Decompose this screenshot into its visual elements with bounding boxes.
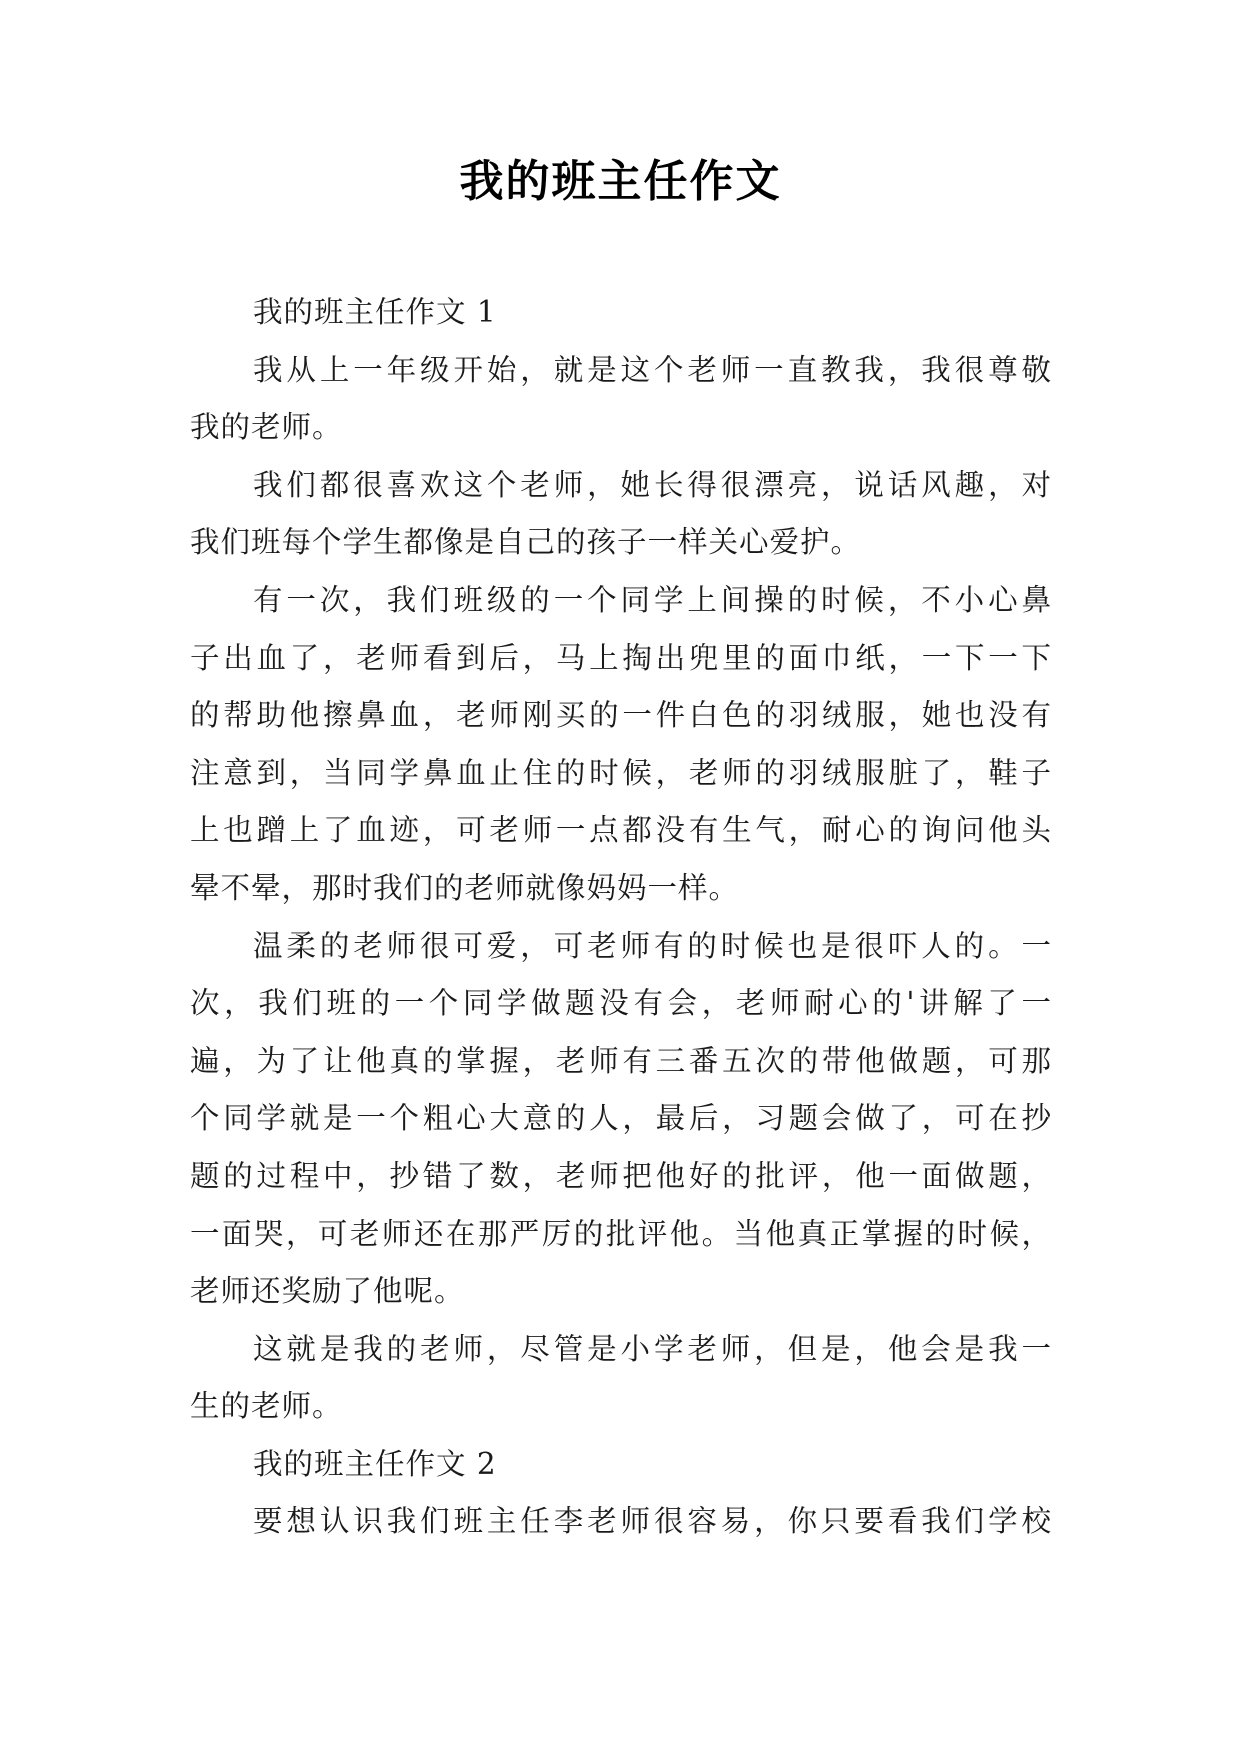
text-line: 我的班主任作文 2: [253, 1446, 497, 1481]
text-line: 子出血了，老师看到后，马上掏出兜里的面巾纸，一下一下: [190, 640, 1052, 675]
document-title: 我的班主任作文: [459, 156, 782, 207]
text-line: 我们班每个学生都像是自己的孩子一样关心爱护。: [190, 525, 862, 560]
text-line: 我的老师。: [190, 410, 343, 445]
text-line: 一面哭，可老师还在那严厉的批评他。当他真正掌握的时候，: [190, 1216, 1052, 1251]
text-line: 我们都很喜欢这个老师，她长得很漂亮，说话风趣，对: [253, 467, 1052, 502]
text-line: 有一次，我们班级的一个同学上间操的时候，不小心鼻: [253, 582, 1052, 617]
text-line: 上也蹭上了血迹，可老师一点都没有生气，耐心的询问他头: [190, 813, 1052, 848]
text-line: 题的过程中，抄错了数，老师把他好的批评，他一面做题，: [190, 1158, 1052, 1193]
text-line: 晕不晕，那时我们的老师就像妈妈一样。: [190, 870, 740, 905]
text-line: 我的班主任作文 1: [253, 295, 497, 329]
text-line: 次，我们班的一个同学做题没有会，老师耐心的'讲解了一: [190, 986, 1052, 1021]
text-line: 这就是我的老师，尽管是小学老师，但是，他会是我一: [253, 1331, 1052, 1366]
text-line: 温柔的老师很可爱，可老师有的时候也是很吓人的。一: [253, 928, 1052, 963]
text-line: 遍，为了让他真的掌握，老师有三番五次的带他做题，可那: [190, 1043, 1052, 1078]
text-line: 个同学就是一个粗心大意的人，最后，习题会做了，可在抄: [190, 1101, 1052, 1136]
text-line: 要想认识我们班主任李老师很容易，你只要看我们学校: [253, 1504, 1052, 1539]
document-body: [190, 284, 1052, 1551]
text-line: 注意到，当同学鼻血止住的时候，老师的羽绒服脏了，鞋子: [190, 755, 1052, 790]
text-line: 的帮助他擦鼻血，老师刚买的一件白色的羽绒服，她也没有: [190, 698, 1052, 733]
text-line: 老师还奖励了他呢。: [190, 1274, 465, 1309]
text-line: 我从上一年级开始，就是这个老师一直教我，我很尊敬: [253, 352, 1052, 387]
text-line: 生的老师。: [190, 1389, 343, 1424]
